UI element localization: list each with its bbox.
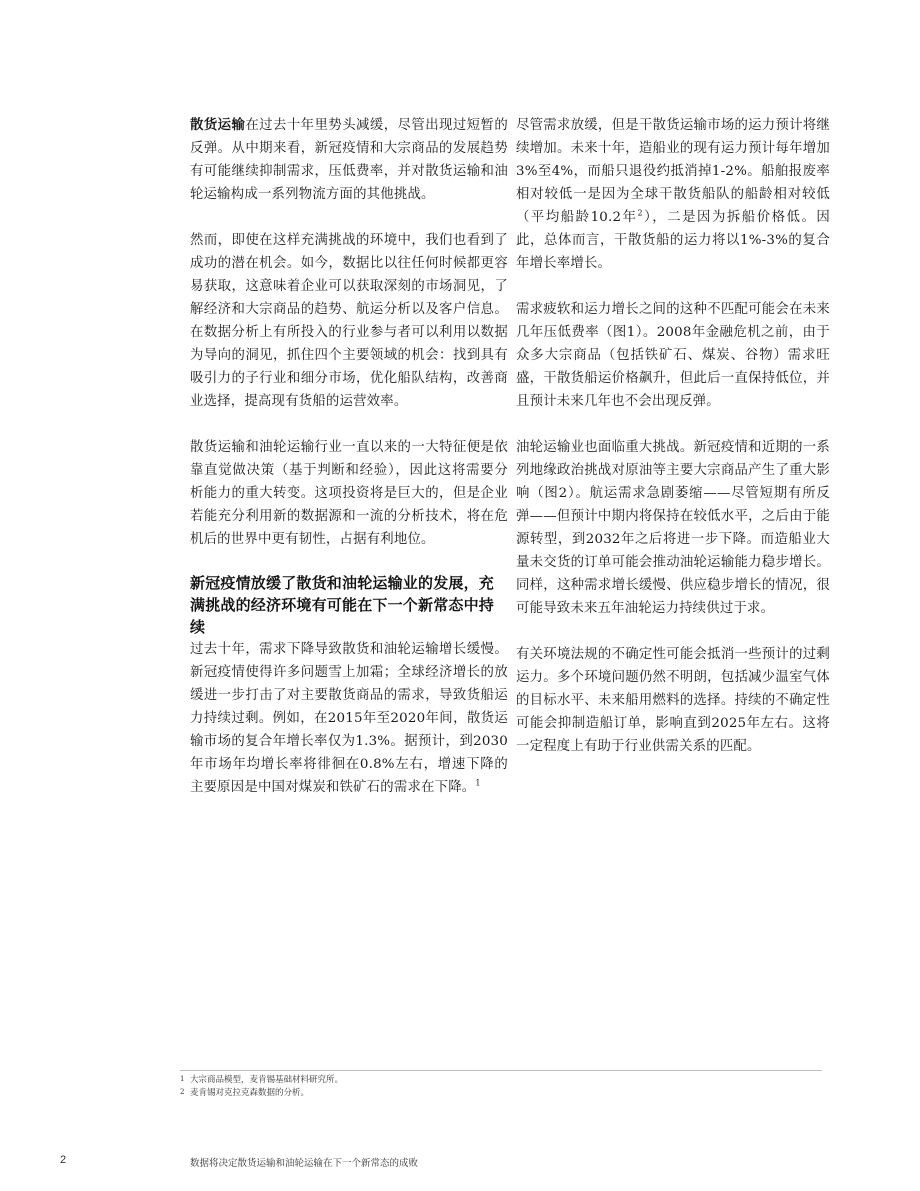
footnote-text: 麦肯锡对克拉克森数据的分析。	[190, 1088, 310, 1098]
footnote-1	[180, 1074, 343, 1087]
footnote-number: 2	[180, 1088, 185, 1096]
opportunity-paragraph: 然而，即使在这样充满挑战的环境中，我们也看到了成功的潜在机会。如今，数据比以往任何时候都更容易获取，这意味着企业可以获取深刻的市场洞见，了解经济和大宗商品的趋势、航运分析以及客户信息。在数据分析上有所投入的行业参与者可以利用以数据为导向的洞见，抓住四个主要领域的机会：找到具有吸引力的子行业和细分市场，优化船队结构，改善商业选择，提高现有货船的运营效率。	[190, 233, 508, 409]
section-heading: 新冠疫情放缓了散货和油轮运输业的发展，充满挑战的经济环境有可能在下一个新常态中持续	[190, 574, 495, 636]
intro-lead: 散货运输	[190, 117, 246, 133]
mismatch-paragraph: 需求疲软和运力增长之间的这种不匹配可能会在未来几年压低费率（图1）。2008年金融危机之前，由于众多大宗商品（包括铁矿石、煤炭、谷物）需求旺盛，干散货船运价格飙升，但此后一直保持低位，并且预计未来几年也不会出现反弹。	[516, 302, 830, 409]
capacity-text-b: ），二是因为拆船价格低。因此，总体而言，干散货船的运力将以1%-3%的复合年增长率增长。	[516, 210, 830, 271]
left-column	[190, 114, 508, 799]
footnote-2	[180, 1087, 343, 1100]
intro-text: 在过去十年里势头减缓，尽管出现过短暂的反弹。从中期来看，新冠疫情和大宗商品的发展趋势有可能继续抑制需求，压低费率，并对散货运输和油轮运输构成一系列物流方面的其他挑战。	[190, 118, 508, 202]
footnote-text: 大宗商品模型，麦肯锡基础材料研究所。	[190, 1075, 344, 1085]
footnote-divider	[180, 1070, 822, 1071]
footnotes	[180, 1074, 343, 1100]
intro-paragraph	[190, 114, 508, 206]
footnote-ref-1: 1	[475, 778, 481, 788]
running-title: 数据将决定散货运输和油轮运输在下一个新常态的成败	[190, 1158, 419, 1169]
footnote-number: 1	[180, 1075, 185, 1083]
tanker-paragraph: 油轮运输业也面临重大挑战。新冠疫情和近期的一系列地缘政治挑战对原油等主要大宗商品产生了重大影响（图2）。航运需求急剧萎缩——尽管短期有所反弹——但预计中期内将保持在较低水平，之后由于能源转型，到2032年之后将进一步下降。而造船业大量未交货的订单可能会推动油轮运输能力稳步增长。同样，这种需求增长缓慢、供应稳步增长的情况，很可能导致未来五年油轮运力持续供过于求。	[516, 440, 830, 616]
right-column	[516, 114, 830, 781]
regulation-paragraph: 有关环境法规的不确定性可能会抵消一些预计的过剩运力。多个环境问题仍然不明朗，包括减少温室气体的目标水平、未来船用燃料的选择。持续的不确定性可能会抑制造船订单，影响直到2025年左右。这将一定程度上有助于行业供需关系的匹配。	[516, 647, 830, 754]
capacity-text-a: 尽管需求放缓，但是干散货运输市场的运力预计将继续增加。未来十年，造船业的现有运力预计每年增加3%至4%，而船只退役约抵消掉1-2%。船舶报废率相对较低一是因为全球干散货船队的船龄相对较低（平均船龄10.2年	[516, 118, 830, 225]
section-body-text: 过去十年，需求下降导致散货和油轮运输增长缓慢。新冠疫情使得许多问题雪上加霜；全球经济增长的放缓进一步打击了对主要散货商品的需求，导致货船运力持续过剩。例如，在2015年至2020年间，散货运输市场的复合年增长率仅为1.3%。据预计，到2030年市场年均增长率将徘徊在0.8%左右，增速下降的主要原因是中国对煤炭和铁矿石的需求在下降。	[190, 642, 508, 795]
intuition-paragraph: 散货运输和油轮运输行业一直以来的一大特征便是依靠直觉做决策（基于判断和经验），因此这将需要分析能力的重大转变。这项投资将是巨大的，但是企业若能充分利用新的数据源和一流的分析技术，将在危机后的世界中更有韧性，占据有利地位。	[190, 440, 508, 547]
capacity-paragraph	[516, 114, 830, 275]
footnote-ref-2: 2	[637, 208, 643, 218]
page-number: 2	[60, 1154, 67, 1166]
section-body	[190, 638, 508, 799]
